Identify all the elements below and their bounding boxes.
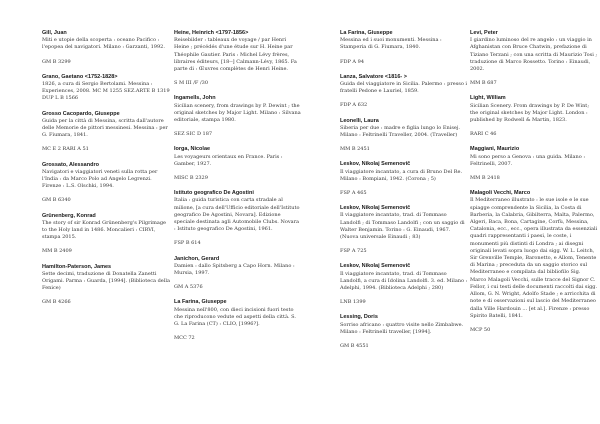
- entry-shelfmark: FDP A 632: [340, 102, 368, 109]
- entry-shelfmark: GM B 4266: [42, 299, 71, 306]
- entry-shelfmark: RARI C 46: [470, 131, 497, 138]
- entry-author: Istituto geografico De Agostini: [174, 190, 254, 197]
- entry-description: Italia : guida turistica con carta stradale al milione, [a cura dell'Ufficio editoriale dell'Istituto geografico De Agostini, Novara]. Edizione speciale destinata agli Automobile Clubs. Novara : Istituto geografico De Agostini, 1961.: [174, 197, 300, 233]
- catalogue-entry: [174, 95, 302, 138]
- entry-shelfmark: MCP 50: [470, 326, 491, 333]
- entry-shelfmark: MC E 2 RARI A 51: [42, 146, 89, 153]
- entry-author: Malagoli Vecchi, Marco: [470, 190, 531, 197]
- entry-shelfmark: MM B 2409: [42, 248, 72, 255]
- entry-description: Reisebilder : tableaux de voyage / par Henri Heine ; précédés d'une étude sur H. Heine par Théophile Gautier. Paris : Michel Lévy frères, libraires éditeurs, [18--] Calmann-Lévy, 1865. Fa parte di : Œuvres complètes de Henri Heine.: [174, 37, 297, 73]
- entry-shelfmark: GM B 6340: [42, 197, 71, 204]
- entry-shelfmark: MCC 72: [174, 335, 195, 342]
- entry-description: Sette decimi, traduzione di Donatella Zanetti Origami. Parma : Guarda, [1994]. (Biblioteca della Fenice): [42, 270, 170, 292]
- entry-author: La Farina, Giuseppe: [340, 30, 393, 36]
- entry-shelfmark: FSP B 614: [174, 240, 201, 247]
- entry-description: 1826, a cura di Sergio Bertolami. Messina : Experiences, 2008. MC M 1255 SEZ.ARTE B 1319 DUP L B 1566: [42, 81, 170, 102]
- catalogue-entry: [470, 146, 598, 182]
- entry-author: Lanza, Salvatore <1816- >: [340, 73, 407, 80]
- entry-author: Maggiani, Maurizio: [470, 146, 520, 153]
- catalogue-entry: [174, 299, 302, 342]
- entry-description: I giardino luminoso del re angelo : un viaggio in Afghanistan con Bruce Chatwin, prefazione di Tiziano Terzani ; con una scritta di Maurizio Tosi ; traduzione di Marco Rossetto. Torino : Einaudi, 2002.: [470, 37, 598, 73]
- catalogue-entry: [42, 162, 170, 205]
- catalogue-entry: [174, 256, 302, 292]
- entry-description: Il Mediterraneo illustrato : le sue isole e le sue spiagge comprendente la Sicilia, la Costa di Barberia, la Calabria, Gibilterra, Malta, Palermo, Algeri, Baca, Bona, Cartagine, Corfù, Messina, Catalonia, ecc., ecc., opera illustrata da essenziali quadri rappresentanti i paesi, le coste, i monumenti più distinti di Londra ; ai disegni originali levati sopra luogo dai sigg. W. L. Leitch, Sir Grenville Temple, Baronetto, e Allom, Tenente di Marina ; preceduta da un saggio storico sul Mediterraneo e compilata dal bibliofilo Sig. Marco Malagoli Vecchi, sulle tracce del Signor C. Fellor, i cui testi delle documenti raccolti dai sigg. Allom, G. N. Wright, Adolfo Stade ; e arricchita di note e di osservazioni sul lascio del Mediterraneo dalla Ville Hardouin ... [et al.]. Firenze : presso Spirito Batelli, 1841.: [470, 197, 598, 319]
- entry-shelfmark: FDP A 94: [340, 58, 364, 65]
- entry-description: Navigatori e viaggiatori veneti sulla rotta per l'India : da Marco Polo ad Angelo Legrenzi. Firenze : L.S. Olschki, 1994.: [42, 168, 158, 190]
- entry-shelfmark: MM B 2418: [470, 175, 500, 182]
- entry-author: Hamilton-Paterson, James: [42, 263, 112, 270]
- entry-description: Siberia per due : madre e figlia lungo lo Enisej. Milano : Feltrinelli Traveller, 2004. (Traveller): [340, 124, 461, 139]
- entry-shelfmark: SEZ SIC D 187: [174, 131, 213, 138]
- entry-author: La Farina, Giuseppe: [174, 299, 227, 306]
- entry-author: Grossato, Alessandro: [42, 161, 99, 168]
- column-2: [174, 30, 302, 351]
- entry-description: Guida per la città di Messina, scritta dall'autore delle Memorie de pittori messinesi. Messina : per G. Fiumara, 1841.: [42, 117, 168, 139]
- entry-shelfmark: LNB 1399: [340, 299, 366, 306]
- entry-author: Gill, Juan: [42, 30, 67, 36]
- entry-author: Leskov, Nikolaj Semenovič: [340, 205, 411, 212]
- entry-shelfmark: S M III /F /30: [174, 80, 209, 87]
- entry-author: Light, William: [470, 95, 506, 102]
- entry-description: Sicilian scenery, from drawings by P. Dewint ; the original sketches by Major Light. Milano : Silvana editoriale, stampa 1980.: [174, 102, 301, 124]
- entry-shelfmark: MISC B 2329: [174, 175, 208, 182]
- entry-author: Leskov, Nikolaj Semenovič: [340, 263, 411, 270]
- catalogue-entry: [340, 205, 468, 255]
- entry-description: Il viaggiatore incantato, trad. di Tommaso Landolfi ; di Tommaso Landolfi ; con un saggio di Walter Benjamin. Torino : G. Einaudi, 1967. (Nuova universale Einaudi ; 83): [340, 212, 465, 241]
- entry-description: Mi sono perso a Genova : una guida. Milano : Feltrinelli, 2007.: [470, 153, 586, 167]
- entry-author: Grünenberg, Konrad: [42, 212, 96, 219]
- catalogue-entry: [42, 74, 170, 103]
- column-1: [42, 30, 170, 315]
- entry-shelfmark: FSP A 725: [340, 248, 367, 255]
- entry-author: Janichon, Gerard: [174, 255, 220, 262]
- entry-author: Leonelli, Laura: [340, 117, 379, 124]
- entry-description: The story of sir Konrad Grünenberg's Pilgrimage to the Holy land in 1486. Moncalieri : CIRVI, stampa 2015.: [42, 219, 166, 241]
- entry-author: Lessing, Doris: [340, 314, 378, 321]
- entry-author: Levi, Peter: [470, 30, 498, 36]
- entry-description: Damien : dallo Spitsberg a Capo Horn. Milano : Mursia, 1997.: [174, 262, 295, 277]
- entry-description: Sicilian Scenery. From drawings by P. De Wint; the original sketches by Major Light. London : published by Rodwell & Martin, 1823.: [470, 102, 589, 124]
- entry-shelfmark: MM B 687: [470, 80, 497, 87]
- entry-author: Leskov, Nikolaj Semenovič: [340, 161, 411, 168]
- entry-description: Miti e utopie della scoperta : oceano Pacifico : l'epopea del navigatori. Milano : Garzanti, 1992.: [42, 37, 165, 51]
- catalogue-entry: [340, 118, 468, 154]
- catalogue-entry: [42, 213, 170, 256]
- entry-description: Messina nell'800, con dieci incisioni fuori testo che riproducono vedute ed aspetti della città. S. G. La Farina (CT) : CLIO, [1996?].: [174, 306, 296, 328]
- catalogue-entry: [174, 30, 302, 87]
- column-4: [470, 30, 598, 342]
- catalogue-entry: [470, 190, 598, 334]
- column-3: [340, 30, 468, 358]
- catalogue-entry: [340, 74, 468, 110]
- entry-description: Il viaggiatore incantato, a cura di Bruno Del Re. Milano : Bompiani, 1942. (Corona ; 5): [340, 168, 463, 182]
- entry-author: Grano, Gaetano <1752-1828>: [42, 73, 118, 80]
- entry-description: Sorriso africano : quattro visite nello Zimbabwe. Milano : Feltrinelli traveller, [1994].: [340, 321, 464, 335]
- entry-shelfmark: FSP A 465: [340, 190, 367, 197]
- catalogue-entry: [42, 30, 170, 66]
- catalogue-entry: [340, 263, 468, 306]
- catalogue-entry: [42, 111, 170, 154]
- catalogue-entry: [340, 314, 468, 350]
- catalogue-entry: [174, 190, 302, 247]
- catalogue-entry: [174, 146, 302, 182]
- entry-description: Il viaggiatore incantato, trad. di Tommaso Landolfi, a cura di Idolina Landolfi. 3. ed. Milano : Adelphi, 1994. (Biblioteca Adelphi ; 280): [340, 270, 468, 292]
- entry-shelfmark: GM B 4551: [340, 343, 369, 350]
- entry-shelfmark: GM A 5376: [174, 284, 203, 291]
- catalogue-entry: [470, 95, 598, 138]
- entry-author: Grosso Cacopardo, Giuseppe: [42, 110, 120, 117]
- entry-author: Iorga, Nicolae: [174, 146, 211, 153]
- entry-author: Heine, Heinrich <1797-1856>: [174, 30, 249, 36]
- entry-description: Les voyageurs orientaux en France. Paris : Gamber, 1927.: [174, 153, 283, 167]
- entry-shelfmark: GM B 3299: [42, 58, 71, 65]
- catalogue-entry: [42, 264, 170, 307]
- catalogue-entry: [340, 30, 468, 66]
- entry-description: Guida del viaggiatore in Sicilia. Palermo : presso i fratelli Pedone e Lauriel, 1859.: [340, 81, 468, 95]
- entry-shelfmark: MM B 2451: [340, 146, 370, 153]
- catalogue-entry: [470, 30, 598, 87]
- catalogue-entry: [340, 161, 468, 197]
- entry-author: Ingamells, John: [174, 95, 216, 102]
- entry-description: Messina ed i suoi monumenti. Messina : Stamperia di G. Fiumara, 1840.: [340, 37, 442, 51]
